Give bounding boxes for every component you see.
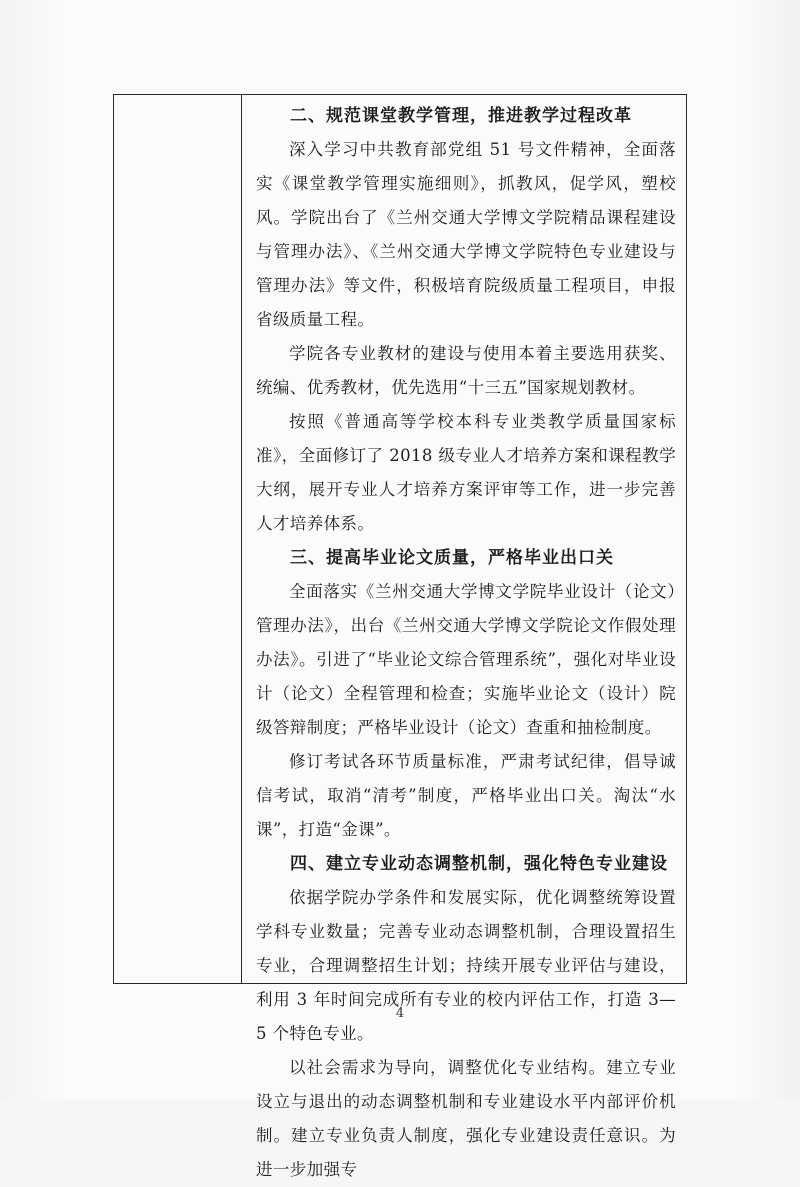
paragraph: 全面落实《兰州交通大学博文学院毕业设计（论文）管理办法》，出台《兰州交通大学博文学院论文作假处理办法》。引进了“毕业论文综合管理系统”，强化对毕业设计（论文）全程管理和检查；实施毕业论文（设计）院级答辩制度；严格毕业设计（论文）查重和抽检制度。 <box>256 582 676 737</box>
paragraph: 修订考试各环节质量标准，严肃考试纪律，倡导诚信考试，取消“清考”制度，严格毕业出口关。淘汰“水课”，打造“金课”。 <box>256 752 676 839</box>
paragraph: 学院各专业教材的建设与使用本着主要选用获奖、统编、优秀教材，优先选用“十三五”国家规划教材。 <box>256 344 676 397</box>
section-heading-4: 四、建立专业动态调整机制，强化特色专业建设 <box>290 854 668 874</box>
paragraph: 以社会需求为导向，调整优化专业结构。建立专业设立与退出的动态调整机制和专业建设水平内部评价机制。建立专业负责人制度，强化专业建设责任意识。为进一步加强专 <box>256 1058 676 1179</box>
page-number: 4 <box>395 1006 405 1021</box>
paragraph: 依据学院办学条件和发展实际，优化调整统筹设置学科专业数量；完善专业动态调整机制，合理设置招生专业，合理调整招生计划；持续开展专业评估与建设，利用 3 年时间完成所有专业的校内评估工作，打造 3—5 个特色专业。 <box>256 888 676 1043</box>
paragraph: 按照《普通高等学校本科专业类教学质量国家标准》，全面修订了 2018 级专业人才培养方案和课程教学大纲，展开专业人才培养方案评审等工作，进一步完善人才培养体系。 <box>256 412 676 533</box>
paragraph: 深入学习中共教育部党组 51 号文件精神，全面落实《课堂教学管理实施细则》，抓教风，促学风，塑校风。学院出台了《兰州交通大学博文学院精品课程建设与管理办法》、《兰州交通大学博文学院特色专业建设与管理办法》等文件，积极培育院级质量工程项目，申报省级质量工程。 <box>256 140 676 329</box>
section-heading-3: 三、提高毕业论文质量，严格毕业出口关 <box>290 548 614 568</box>
table-left-column <box>114 95 242 983</box>
section-heading-2: 二、规范课堂教学管理，推进教学过程改革 <box>290 106 632 126</box>
content-table <box>113 94 687 1179</box>
table-content-cell <box>244 95 684 1179</box>
